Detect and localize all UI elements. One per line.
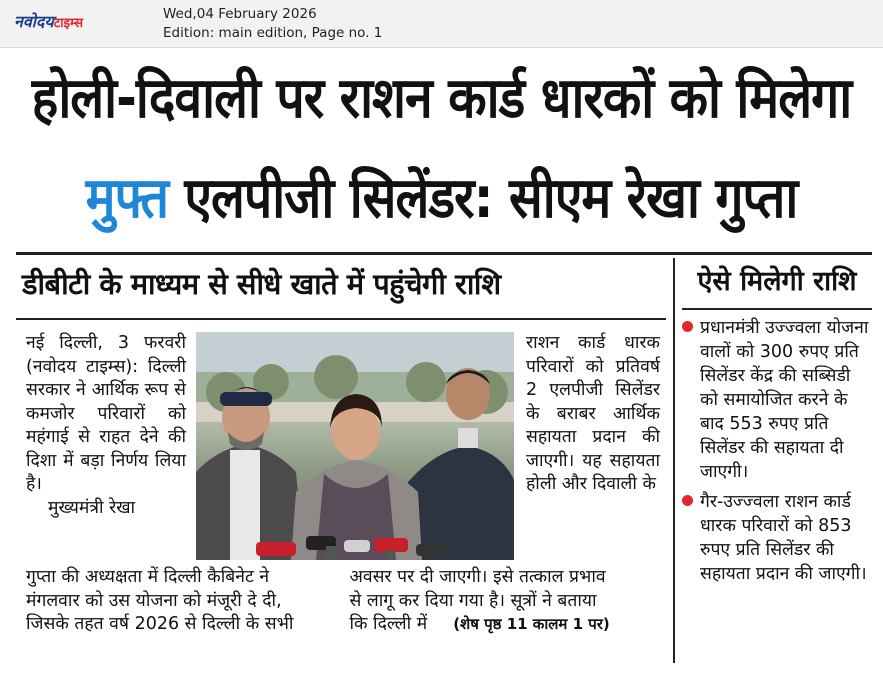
masthead-bar [0,0,883,48]
subheadline: डीबीटी के माध्यम से सीधे खाते में पहुंचेगी राशि [22,267,501,301]
continued-on-page-link[interactable]: (शेष पृष्ठ 11 कालम 1 पर) [453,615,610,633]
text-line: मंगलवार को उस योजना को मंजूरी दे दी, [26,590,282,611]
text-line: से लागू कर दिया गया है। सूत्रों ने बताया [349,590,597,611]
newspaper-logo[interactable] [14,10,83,32]
article-para-1: नई दिल्ली, 3 फरवरी (नवोदय टाइम्स): दिल्ली सरकार ने आर्थिक रूप से कमजोर परिवारों को महंगाई से राहत देने की दिशा में बड़ा निर्णय लिया है। [26,333,186,494]
bullet-dot-icon [682,495,693,506]
article-bottom-right [350,566,662,637]
sidebar-bullet [682,316,872,484]
sidebar-bullet [682,490,872,586]
text-line-end: कि दिल्ली में [349,614,428,634]
divider-vertical [673,258,675,663]
sidebar-title: ऐसे मिलेगी राशि [697,266,857,297]
text-line: जिसके तहत वर्ष 2026 से दिल्ली के सभी [26,614,294,634]
sidebar-box [682,262,872,586]
sidebar-divider [682,308,872,310]
text-line: अवसर पर दी जाएगी। इसे तत्काल प्रभाव [349,567,606,587]
headline-line-2-rest: एलपीजी सिलेंडर: सीएम रेखा गुप्ता [167,165,798,231]
press-conference-image [196,332,514,560]
headline-line-2 [0,153,883,243]
headline-highlight: मुफ्त [85,165,168,231]
sidebar-bullet-text: गैर-उज्ज्वला राशन कार्ड धारक परिवारों को 853 रुपए प्रति सिलेंडर की सहायता प्रदान की जाएगी। [700,492,867,584]
article-bottom-left [26,566,338,637]
article-photo [196,332,514,560]
edition-date: Wed,04 February 2026 [163,6,317,22]
sidebar-bullet-text: प्रधानमंत्री उज्ज्वला योजना वालों को 300 रुपए प्रति सिलेंडर केंद्र की सब्सिडी को समायोजित करने के बाद 553 रुपए प्रति सिलेंडर की सहायता दी जाएगी। [700,318,869,482]
edition-info [163,5,382,43]
divider-top [16,252,872,255]
edition-page: Edition: main edition, Page no. 1 [163,25,383,41]
text-line [350,613,662,637]
bullet-dot-icon [682,321,693,332]
article-para-2: मुख्यमंत्री रेखा [48,497,136,518]
logo-main: नवोदय [14,12,54,31]
text-line: गुप्ता की अध्यक्षता में दिल्ली कैबिनेट ने [26,567,270,587]
article-column-2: राशन कार्ड धारक परिवारों को प्रतिवर्ष 2 एलपीजी सिलेंडर के बराबर आर्थिक सहायता प्रदान की जाएगी। यह सहायता होली और दिवाली के [526,333,660,494]
headline-line-1: होली-दिवाली पर राशन कार्ड धारकों को मिलेगा [31,65,852,131]
logo-sub: टाइम्स [53,16,84,31]
article-column-1 [26,332,186,520]
article-bottom-block [26,566,661,637]
divider-subhead [16,318,666,320]
